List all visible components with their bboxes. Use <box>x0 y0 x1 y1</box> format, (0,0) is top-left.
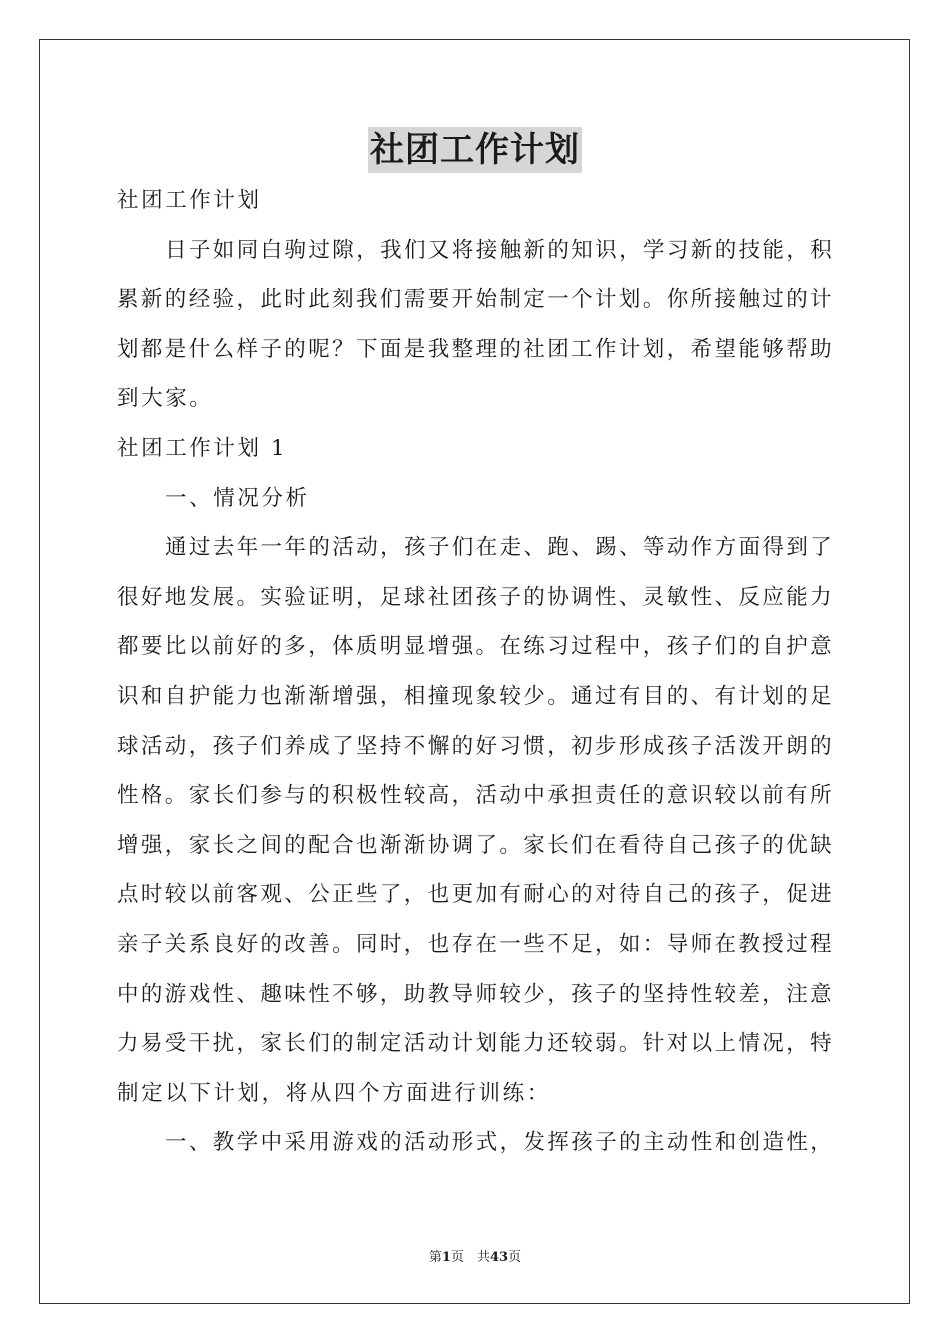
text-line: 识和自护能力也渐渐增强，相撞现象较少。通过有目的、有计划的足 <box>117 683 835 709</box>
footer-total-pages: 43 <box>489 1250 509 1265</box>
text-line: 一、情况分析 <box>165 485 310 511</box>
footer-page-number: 1 <box>441 1250 451 1265</box>
page-footer <box>0 1246 950 1265</box>
text-line: 中的游戏性、趣味性不够，助教导师较少，孩子的坚持性较差，注意 <box>117 981 835 1007</box>
text-line: 力易受干扰，家长们的制定活动计划能力还较弱。针对以上情况，特 <box>117 1031 835 1057</box>
document-title: 社团工作计划 <box>368 127 582 173</box>
text-line: 很好地发展。实验证明，足球社团孩子的协调性、灵敏性、反应能力 <box>117 584 835 610</box>
text-line: 球活动，孩子们养成了坚持不懈的好习惯，初步形成孩子活泼开朗的 <box>117 733 835 759</box>
text-line: 到大家。 <box>117 386 214 412</box>
footer-suffix: 页 <box>508 1250 522 1265</box>
text-line: 一、教学中采用游戏的活动形式，发挥孩子的主动性和创造性， <box>165 1130 835 1156</box>
footer-prefix: 第 <box>428 1250 442 1265</box>
title-container <box>0 127 950 173</box>
text-line: 社团工作计划 1 <box>117 435 288 461</box>
document-body <box>117 176 835 1168</box>
text-line: 点时较以前客观、公正些了，也更加有耐心的对待自己的孩子，促进 <box>117 882 835 908</box>
text-line: 累新的经验，此时此刻我们需要开始制定一个计划。你所接触过的计 <box>117 287 835 313</box>
text-line: 都要比以前好的多，体质明显增强。在练习过程中，孩子们的自护意 <box>117 634 835 660</box>
text-line: 通过去年一年的活动，孩子们在走、跑、踢、等动作方面得到了 <box>165 535 835 561</box>
text-line: 社团工作计划 <box>117 188 262 213</box>
text-line: 制定以下计划，将从四个方面进行训练： <box>117 1080 551 1106</box>
text-line: 划都是什么样子的呢？下面是我整理的社团工作计划，希望能够帮助 <box>117 336 835 362</box>
text-line: 日子如同白驹过隙，我们又将接触新的知识，学习新的技能，积 <box>165 237 835 263</box>
text-line: 性格。家长们参与的积极性较高，活动中承担责任的意识较以前有所 <box>117 783 835 809</box>
text-line: 增强，家长之间的配合也渐渐协调了。家长们在看待自己孩子的优缺 <box>117 832 835 858</box>
footer-mid: 页 共 <box>450 1250 490 1265</box>
text-line: 亲子关系良好的改善。同时，也存在一些不足，如：导师在教授过程 <box>117 931 835 957</box>
